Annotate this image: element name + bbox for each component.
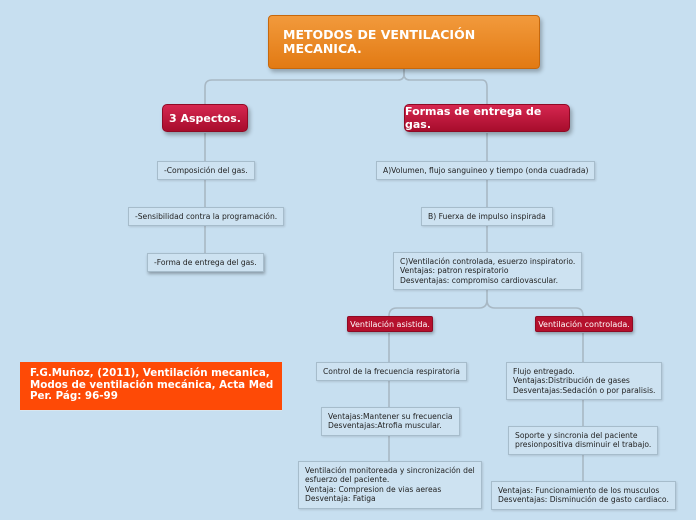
branch-3-aspectos-label: 3 Aspectos. (169, 111, 241, 125)
topic-flujo-entregado-line-2: Ventajas:Distribución de gases (513, 376, 630, 386)
topic-c-line-2: Ventajas: patron respiratorio (400, 266, 509, 276)
topic-flujo-entregado-line-3: Desventajas:Sedación o por paralisis. (513, 385, 656, 395)
topic-composicion-gas-text: -Composición del gas. (164, 166, 248, 175)
topic-monitoreada-line-1: Ventilación monitoreada y sincronización del (305, 466, 475, 475)
topic-control-frecuencia[interactable] (316, 362, 467, 381)
topic-ventilacion-monitoreada[interactable] (298, 461, 482, 509)
topic-forma-entrega[interactable] (147, 253, 264, 272)
reference-line-2: Modos de ventilación mecánica, Acta Med (30, 378, 274, 391)
root-topic[interactable] (268, 15, 540, 69)
topic-monitoreada-line-3: Ventaja: Compresion de vias aereas (305, 484, 442, 494)
topic-volumen-flujo-text: A)Volumen, flujo sanguineo y tiempo (onda cuadrada) (383, 166, 589, 175)
topic-ventajas-asistida[interactable] (321, 407, 460, 436)
subtopic-ventilacion-asistida[interactable] (347, 316, 433, 332)
subtopic-ventilacion-controlada-label: Ventilación controlada. (538, 319, 630, 329)
topic-flujo-entregado-line-1: Flujo entregado. (513, 367, 575, 376)
branch-formas-entrega[interactable] (404, 104, 570, 132)
topic-composicion-gas[interactable] (157, 161, 255, 180)
branch-formas-entrega-label: Formas de entrega de gas. (405, 105, 542, 131)
root-title-line-2: MECANICA. (283, 41, 362, 56)
topic-flujo-entregado[interactable] (506, 362, 662, 400)
topic-soporte-line-2: presionpositiva disminuir el trabajo. (515, 440, 652, 450)
topic-musculos-line-1: Ventajas: Funcionamiento de los musculos (498, 486, 660, 495)
topic-soporte-line-1: Soporte y sincronia del paciente (515, 431, 638, 440)
topic-c-line-3: Desventajas: compromiso cardiovascular. (400, 275, 559, 285)
root-title-line-1: METODOS DE VENTILACIÓN (283, 27, 476, 42)
link-c-split-right (487, 300, 583, 316)
topic-sensibilidad-text: -Sensibilidad contra la programación. (135, 212, 278, 221)
topic-fuerza-impulso-text: B) Fuerxa de impulso inspirada (428, 212, 546, 221)
topic-ventilacion-controlada-c[interactable] (393, 252, 582, 290)
reference-underline (20, 410, 282, 411)
topic-musculos-line-2: Desventajas: Disminución de gasto cardiaco. (498, 495, 669, 505)
topic-ventajas-asistida-line-2: Desventajas:Atrofia muscular. (328, 421, 442, 431)
topic-ventajas-asistida-line-1: Ventajas:Mantener su frecuencia (328, 412, 453, 421)
branch-3-aspectos[interactable] (162, 104, 248, 132)
topic-forma-entrega-text: -Forma de entrega del gas. (154, 258, 257, 267)
topic-c-line-1: C)Ventilación controlada, esuerzo inspiratorio. (400, 257, 576, 266)
reference-note[interactable] (20, 362, 282, 410)
topic-soporte-sincronia[interactable] (508, 426, 658, 455)
link-root-left (205, 69, 404, 104)
link-root-right (404, 69, 487, 104)
reference-line-1: F.G.Muñoz, (2011), Ventilación mecanica, (30, 367, 270, 379)
topic-control-frecuencia-text: Control de la frecuencia respiratoria (323, 367, 460, 376)
reference-line-3: Per. Pág: 96-99 (30, 390, 118, 403)
topic-funcionamiento-musculos[interactable] (491, 481, 676, 510)
topic-monitoreada-line-4: Desventaja: Fatiga (305, 494, 376, 504)
link-c-split (389, 287, 487, 316)
topic-monitoreada-line-2: esfuerzo del paciente. (305, 475, 390, 485)
topic-volumen-flujo[interactable] (376, 161, 595, 180)
subtopic-ventilacion-asistida-label: Ventilación asistida. (350, 319, 430, 329)
topic-sensibilidad[interactable] (128, 207, 284, 226)
subtopic-ventilacion-controlada[interactable] (535, 316, 633, 332)
topic-fuerza-impulso[interactable] (421, 207, 553, 226)
